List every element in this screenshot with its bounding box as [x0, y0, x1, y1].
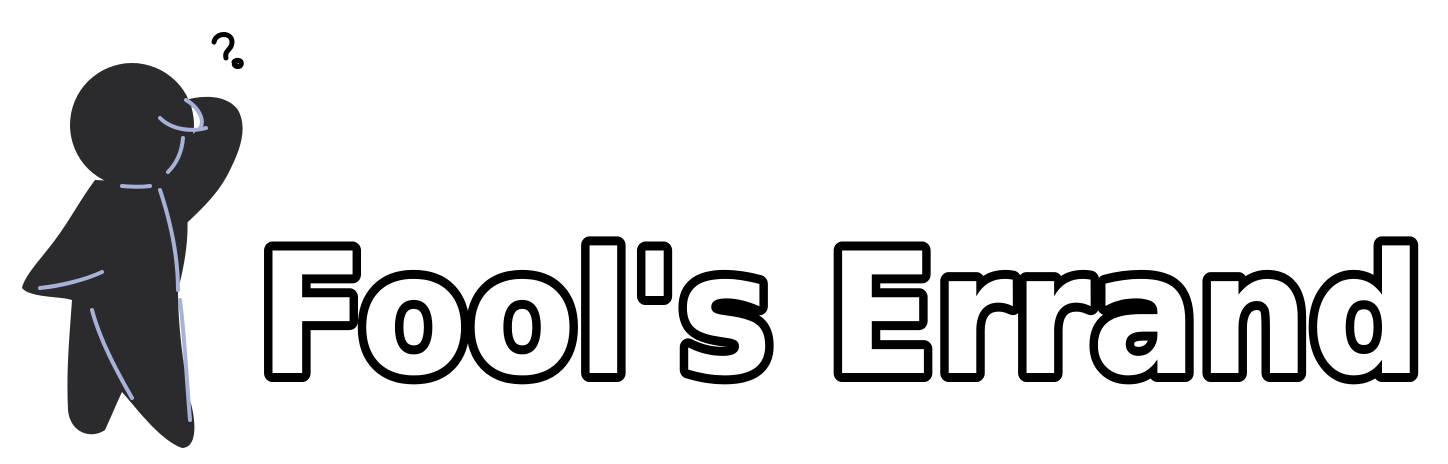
- head: [70, 63, 194, 187]
- question-mark-icon: [214, 35, 241, 67]
- confused-figure-icon: [0, 0, 260, 464]
- title-wordmark: [250, 175, 1440, 425]
- title-text: Fool's Errand: [258, 217, 1423, 413]
